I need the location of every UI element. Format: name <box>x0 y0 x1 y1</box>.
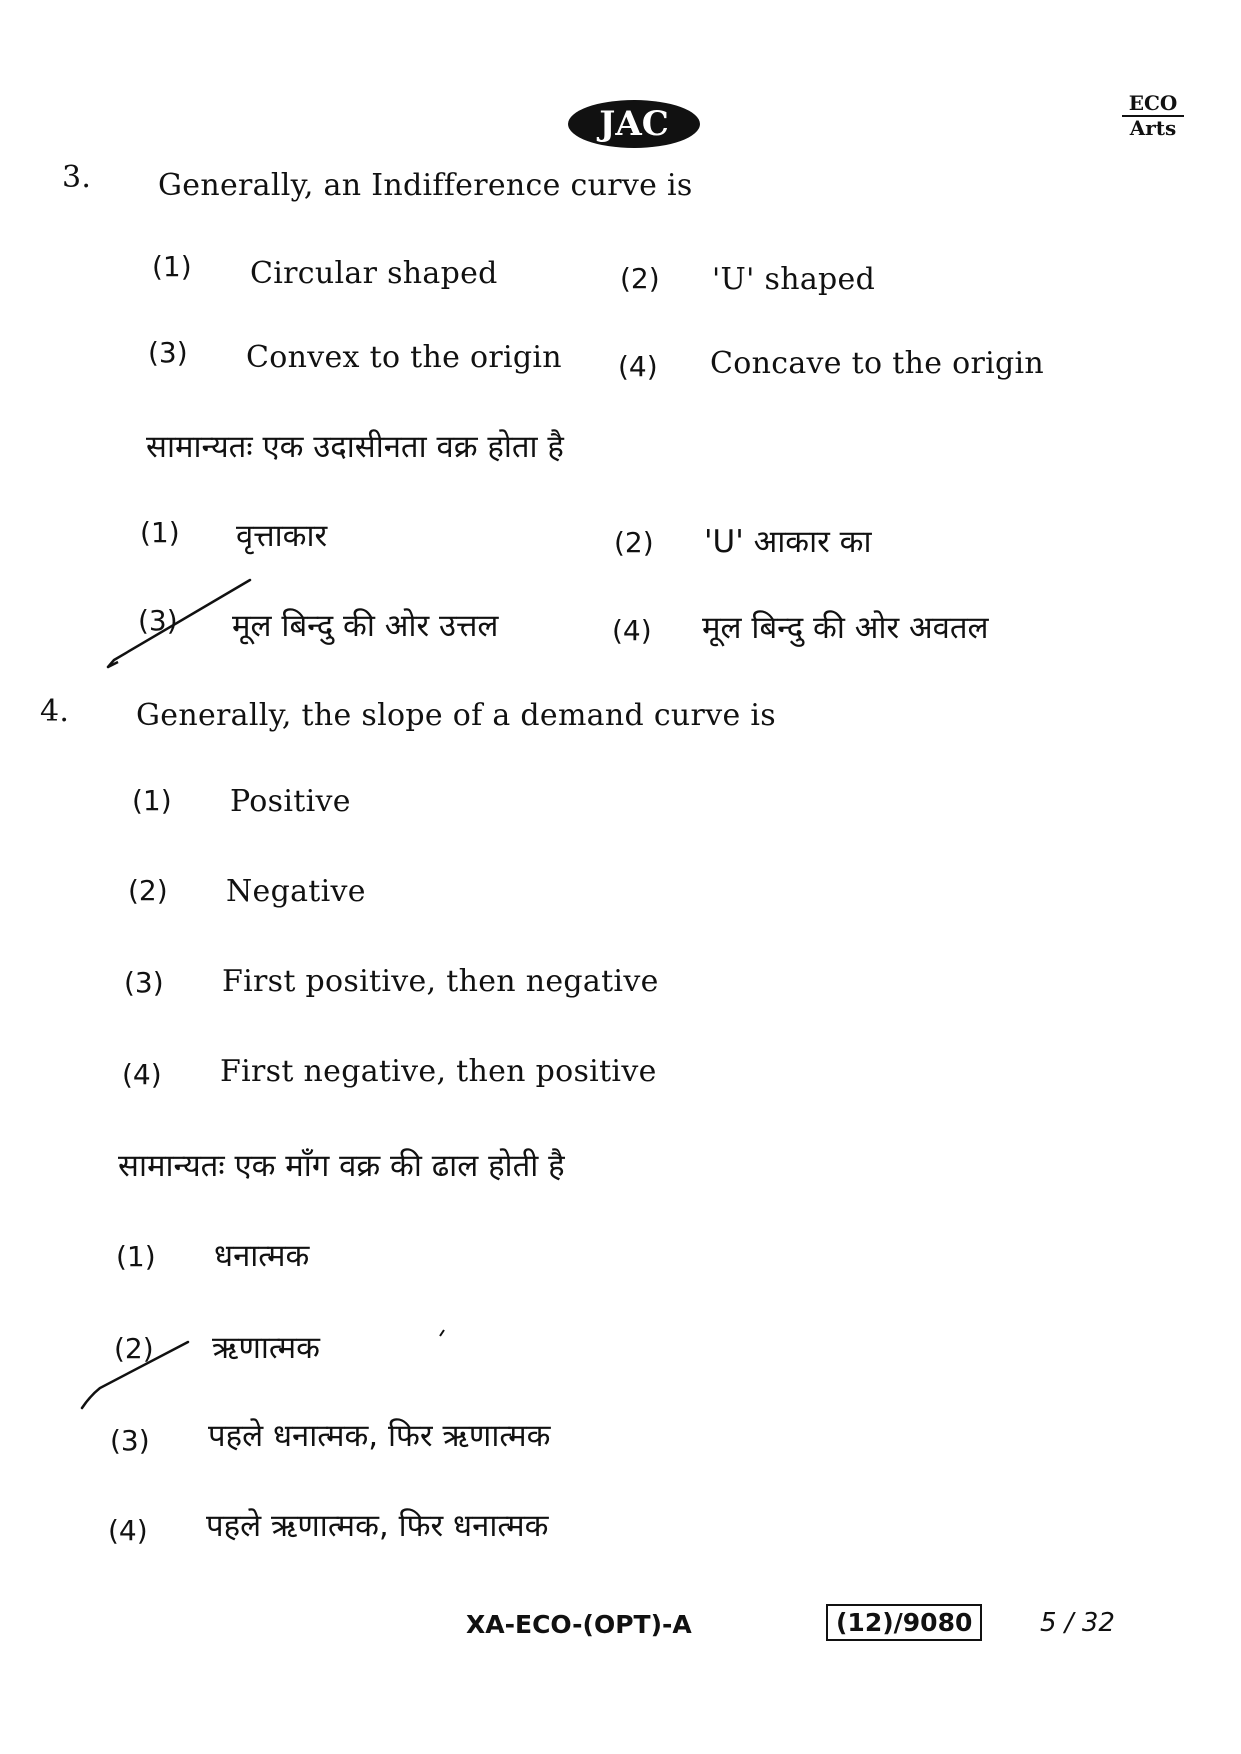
q3-en-option-3-text: Convex to the origin <box>246 340 562 375</box>
q4-en-option-2-number: (2) <box>128 874 168 907</box>
q3-hi-option-2-text: 'U' आकार का <box>704 524 872 560</box>
question-3-text-en: Generally, an Indifference curve is <box>158 168 693 203</box>
q3-answer-tick <box>108 580 250 667</box>
question-4-number: 4. <box>40 694 70 729</box>
subject-label: ECO <box>1122 92 1184 117</box>
stream-label: Arts <box>1129 116 1177 140</box>
question-4-text-hi: सामान्यतः एक माँग वक्र की ढाल होती है <box>118 1148 565 1184</box>
q4-en-option-1-number: (1) <box>132 784 172 817</box>
q3-hi-option-4-number: (4) <box>612 614 652 647</box>
q3-hi-option-3-text: मूल बिन्दु की ओर उत्तल <box>232 608 499 644</box>
q3-en-option-1-text: Circular shaped <box>250 256 498 291</box>
question-4-text-en: Generally, the slope of a demand curve is <box>136 698 776 733</box>
q4-en-option-1-text: Positive <box>230 784 351 819</box>
q3-en-option-2-number: (2) <box>620 262 660 295</box>
q3-hi-option-4-text: मूल बिन्दु की ओर अवतल <box>702 610 989 646</box>
q4-hi-option-2-number: (2) <box>114 1332 154 1365</box>
q3-hi-option-1-number: (1) <box>140 516 180 549</box>
q4-hi-option-4-number: (4) <box>108 1514 148 1547</box>
page-number: 5 / 32 <box>1040 1608 1115 1638</box>
q3-hi-option-3-number: (3) <box>138 604 178 637</box>
q4-en-option-4-text: First negative, then positive <box>220 1054 657 1089</box>
q4-en-option-4-number: (4) <box>122 1058 162 1091</box>
jac-logo: JAC <box>568 100 700 148</box>
q4-hi-option-2-text: ऋणात्मक <box>212 1330 320 1366</box>
paper-code: XA-ECO-(OPT)-A <box>466 1610 692 1639</box>
question-3-number: 3. <box>62 160 92 195</box>
q3-hi-option-2-number: (2) <box>614 526 654 559</box>
q4-answer-tick <box>82 1342 188 1408</box>
q4-en-option-3-number: (3) <box>124 966 164 999</box>
q4-hi-option-1-text: धनात्मक <box>214 1238 310 1274</box>
q4-en-option-2-text: Negative <box>226 874 366 909</box>
q4-hi-option-4-text: पहले ऋणात्मक, फिर धनात्मक <box>206 1508 549 1544</box>
q3-hi-option-1-text: वृत्ताकार <box>236 518 328 554</box>
question-3-text-hi: सामान्यतः एक उदासीनता वक्र होता है <box>146 429 564 465</box>
q3-en-option-2-text: 'U' shaped <box>712 262 876 297</box>
q3-en-option-4-number: (4) <box>618 350 658 383</box>
paper-set-box: (12)/9080 <box>826 1604 982 1641</box>
q3-en-option-4-text: Concave to the origin <box>710 346 1044 381</box>
q4-hi-option-3-number: (3) <box>110 1424 150 1457</box>
q4-hi-option-3-text: पहले धनात्मक, फिर ऋणात्मक <box>208 1418 551 1454</box>
q4-en-option-3-text: First positive, then negative <box>222 964 659 999</box>
q4-hi-option-1-number: (1) <box>116 1240 156 1273</box>
q3-en-option-3-number: (3) <box>148 336 188 369</box>
stray-mark <box>440 1330 444 1336</box>
q3-en-option-1-number: (1) <box>152 250 192 283</box>
